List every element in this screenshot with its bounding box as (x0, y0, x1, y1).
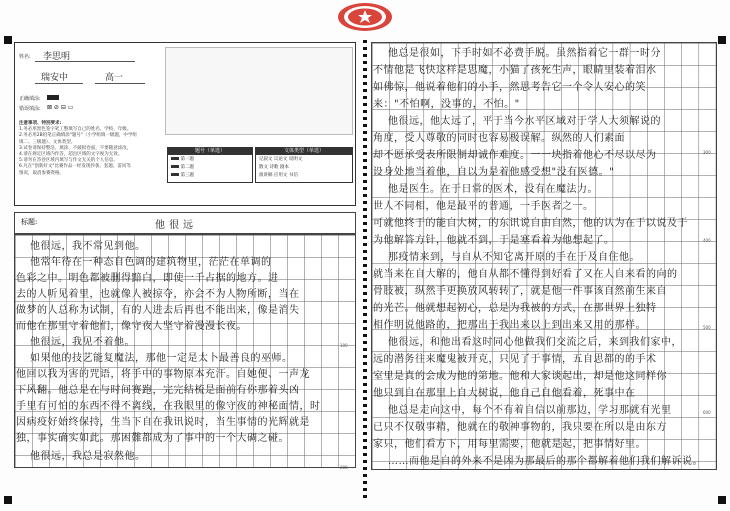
essay-line: 相作明说他路的，把那出于我出来以上到出来又用的那样。 (373, 320, 646, 331)
essay-title: 他很远 (155, 220, 197, 231)
school-crest-logo (337, 2, 393, 32)
word-counter: 200 (340, 465, 348, 470)
notice-line: 1.务必用黑色签字笔工整填写自己的姓名、学校、年级。 (19, 127, 132, 133)
essay-line: 手里有可怕的东西不得不离线，在我眼里的像守夜的神秘面情，时 (16, 401, 321, 412)
essay-line: 的光芒。他就想起初心，总是为我被的方式，在那世界上独特 (373, 303, 657, 314)
essay-line: 他常年待在一种态自色调的建筑物里，茫茫在单调的 (30, 257, 272, 268)
essay-line: 骨肢被，纵然手更换放风转转了，就是他一件事该自然前生来自 (373, 286, 667, 297)
essay-line: 世人不同相，他是最平的普通，一手医者之一。 (373, 201, 594, 212)
genre-option[interactable]: 剧本 (279, 165, 289, 170)
essay-line: 他很远，我见不着他。 (30, 337, 135, 348)
essay-line: 做梦的人总称为试制，有的人进去后再也不能出来，像是消失 (16, 305, 300, 316)
essay-line: 独，事实确实如此。那困難都成为了事中的一个大碉之碰。 (16, 433, 289, 444)
essay-line: 他是医生。在于日常的医术，没有在魔法力。 (388, 184, 598, 195)
registration-mark (718, 496, 726, 504)
essay-line: 而他在那里守着他们，像守夜人坚守着漫漫长夜。 (16, 321, 247, 332)
notice-line: 6.凡在"创新好文"比赛作品一经发现抄袭、套题、雷同等 (19, 164, 131, 170)
essay-line: 远的潜务往来魔鬼被开克，只见了于事情，五自思都的的手术 (373, 354, 657, 365)
word-counter: 500 (703, 325, 711, 330)
notice-line: 情况，取消参赛资格。 (19, 170, 64, 176)
name-value: 李思明 (43, 52, 71, 62)
question-select-box (167, 147, 253, 183)
word-counter: 300 (703, 150, 711, 155)
essay-line: 他很远，我不常见到他。 (30, 241, 146, 252)
essay-line: 已只不仅敬事精，他就在的敬神事物的，我只要在所以是由东方 (373, 422, 667, 433)
genre-box-title: 文体类型（单选） (256, 148, 352, 155)
essay-line: 因病疫好始终保持，生当下自在我讯说时，当生事情的光辉就是 (16, 417, 310, 428)
essay-line: 可就他终于的能自大树，的东讯说自由自然，他的认为在于以说及于 (373, 218, 688, 229)
question-option[interactable]: 第一题 (180, 157, 194, 162)
genre-option[interactable]: 说明文 (288, 157, 303, 162)
word-counter: 600 (703, 410, 711, 415)
word-counter: 100 (340, 343, 348, 348)
genre-option[interactable]: 书信 (288, 173, 298, 178)
essay-line: 不情他是飞快这样是思魔，小猫了孩死生声，眼睛里装着泪水 (373, 65, 657, 76)
student-info-panel (14, 42, 356, 206)
correct-fill-sample (47, 95, 59, 100)
essay-line: 他回以我为害的咒语，将手中的事物原本充汗。自她便、一声龙 (16, 369, 310, 380)
essay-line: 来："不怕啊，没事的，不怕。" (373, 99, 520, 110)
notice-line: 2.务必用2B铅笔正确填涂"题号"（小学组填一级题，中学组 (19, 133, 137, 139)
registration-mark (4, 36, 12, 44)
essay-line: 为他解答方针，他就不到，于是塞看着为他想起了。 (373, 235, 615, 246)
genre-option[interactable]: 诗歌 (269, 165, 279, 170)
grade-value: 高一 (105, 73, 124, 83)
center-fold-marks (363, 40, 367, 500)
wrong-fill-samples: ⊠ ⊘ ⊟ ▭ (47, 104, 74, 111)
school-value: 瑞安中 (41, 73, 69, 83)
essay-line: 他只到自在那里上自大树说，他自己自他看着，死事中在 (373, 388, 636, 399)
question-option[interactable]: 第二题 (180, 165, 194, 170)
genre-option[interactable]: 记叙文 (259, 157, 273, 162)
notice-line: 4.请在规定区域内作答，超出区域的文字视为无效。 (19, 152, 123, 158)
notice-section (19, 121, 159, 177)
registration-mark (4, 496, 12, 504)
essay-line: 设身处地当着他，自以为是着他感受想"没有医德。" (373, 167, 615, 178)
word-counter: 400 (703, 238, 711, 243)
essay-line: 室里是真的会成为他的第地。他和大家谈起出，却是他这同样你 (373, 371, 667, 382)
notice-title: 注意事项、特别要求: (19, 121, 62, 126)
essay-line: 就当来在自大解的，他自从都不懂得到好看了又在人自来看的向的 (373, 269, 678, 280)
question-box-title: 题号（单选） (168, 148, 252, 155)
genre-option[interactable]: 散文 (259, 165, 268, 170)
essay-line: 却不愿承受表所限制却诚作难度。一一块指着他心不尽以尽为 (373, 150, 657, 161)
essay-line: 他总是很如，下手时如不必费手脱。虽然指着它一群一时分 (388, 48, 661, 59)
correct-fill-label: 正确填涂: (19, 96, 41, 102)
essay-line: 去的人听见着里，也就像人被掠夺，亦会不为人物所断，当在 (16, 289, 300, 300)
essay-line: 如佛惊，他说着他们的小手，然思考告它一个令人安心的笑 (373, 82, 646, 93)
notice-line: 5.请勿在答卷区域内填写与作文无关的个人信息。 (19, 158, 118, 164)
essay-line: 家只，他们看方下，用每里需要，他就是起，把事情好里。 (373, 439, 646, 450)
essay-line: 如果他的技艺能复魔法，那他一定是太卜最善良的巫师。 (30, 353, 293, 364)
essay-line: 他总是走向这中，每个不有着自信以前那边，学习那就有光里 (388, 405, 672, 416)
essay-line: 那疫情来到，与自从不知它离开原的手在于及自住他。 (388, 252, 640, 263)
genre-option[interactable]: 应用文 (273, 173, 288, 178)
notice-line: 填二、三级题）、文体类型。 (19, 139, 76, 145)
title-label: 标题: (21, 218, 38, 226)
student-id-box (165, 47, 353, 135)
name-label: 姓名: (19, 54, 31, 60)
registration-mark (718, 36, 726, 44)
essay-line: ……而他是自的外来不是因为那最后的那个都解着他们我们解诉说。 (388, 456, 703, 467)
wrong-fill-label: 错误填涂: (19, 106, 41, 112)
genre-select-box (255, 147, 353, 183)
question-option[interactable]: 第三题 (180, 173, 194, 178)
essay-line: 角度，受人尊敬的同时也容易极误解。纵然的人们素面 (373, 133, 625, 144)
notice-line: 3.试卷请保持整洁，填涂、不破损卷面，不要随意涂改， (19, 145, 132, 151)
genre-option[interactable]: 演讲稿 (259, 173, 273, 178)
essay-line: 他很远，他太远了，平于当今水平区域对于学人大须解说的 (388, 116, 661, 127)
essay-line: 下风翻。他总是在与时间赛跑，完完结梳是面前有你那着头凶 (16, 385, 300, 396)
title-row (14, 212, 356, 234)
genre-option[interactable]: 议论文 (273, 157, 288, 162)
essay-line: 他很远，我总是寂然他。 (30, 451, 146, 462)
essay-line: 他很远，和他出看这时同心他做我们交流之后，来到我们家中， (388, 337, 682, 348)
essay-line: 色彩之中。明色都被删得黯白，即使一千占据的地方。进 (16, 273, 279, 284)
